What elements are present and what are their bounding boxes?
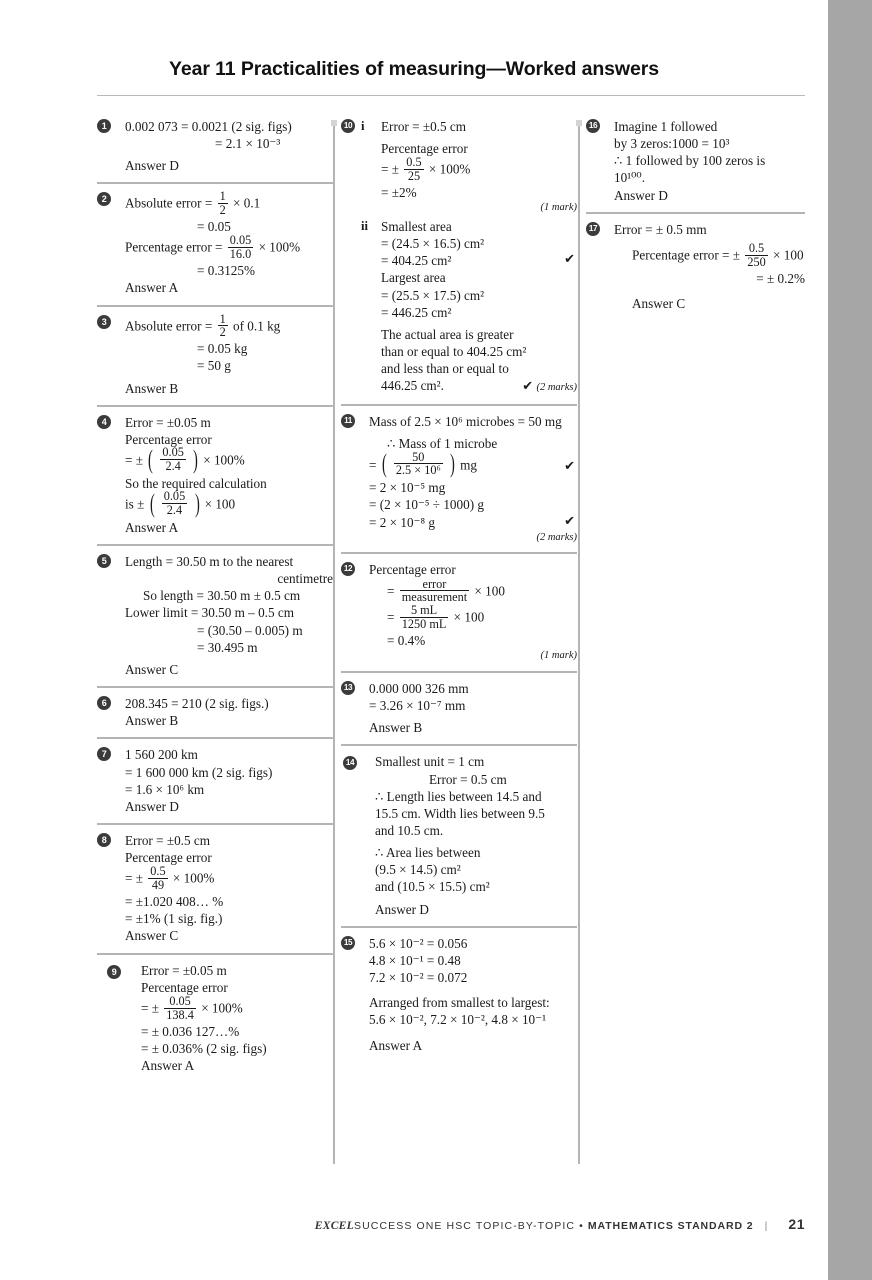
question-number-badge: 6 <box>97 696 111 710</box>
answer-line: = 30.495 m <box>197 639 258 655</box>
fraction <box>160 446 185 473</box>
numerator: 5 mL <box>410 603 438 618</box>
numerator: 0.05 <box>163 489 186 503</box>
answer-block <box>97 182 333 304</box>
question-number-badge: 13 <box>341 681 355 695</box>
final-answer: Answer B <box>125 380 179 396</box>
answer-block <box>341 744 577 925</box>
answer-line: = ±1.020 408… % <box>125 894 224 910</box>
denominator: 16.0 <box>229 247 252 262</box>
answer-line: Smallest area <box>381 218 452 234</box>
answer-line: (9.5 × 14.5) cm² <box>375 862 461 878</box>
marks-label: (2 marks) <box>536 531 577 543</box>
text: = 404.25 cm² <box>381 253 452 269</box>
answer-block <box>341 404 577 552</box>
answer-line: = 0.4% <box>387 633 426 649</box>
denominator: 25 <box>404 169 423 183</box>
final-answer: Answer C <box>125 928 179 944</box>
answer-line <box>125 487 333 519</box>
answer-line <box>381 252 577 269</box>
tick-icon: ✔ <box>522 379 534 395</box>
footer-bullet: • <box>579 1220 584 1232</box>
answer-block <box>341 926 577 1062</box>
answer-line: = (2 × 10⁻⁵ ÷ 1000) g <box>369 497 484 513</box>
marks-label: (1 mark) <box>540 202 577 214</box>
numerator: 0.5 <box>150 864 166 879</box>
text: mg <box>460 456 478 472</box>
final-answer: Answer D <box>375 901 429 917</box>
answer-line: = (24.5 × 16.5) cm² <box>381 236 485 252</box>
numerator: error <box>422 576 447 591</box>
answer-block <box>97 305 333 405</box>
final-answer: Answer A <box>125 519 179 535</box>
text: = <box>387 582 395 598</box>
question-number-badge: 4 <box>97 415 111 429</box>
final-answer: Answer B <box>369 720 423 736</box>
denominator: 1250 mL <box>401 617 447 632</box>
answer-line: Percentage error <box>381 141 468 157</box>
text: of 0.1 kg <box>233 317 281 333</box>
answer-line <box>125 235 333 262</box>
parenthesised-fraction <box>380 448 457 479</box>
roman-numeral: i <box>361 119 365 133</box>
answer-line: So length = 30.50 m ± 0.5 cm <box>143 588 301 604</box>
answer-line: centimetre <box>277 571 333 587</box>
numerator: 0.05 <box>169 993 191 1008</box>
footer-series: SUCCESS ONE HSC TOPIC-BY-TOPIC <box>353 1220 576 1232</box>
answers-column-3 <box>586 118 805 320</box>
answer-line: ∴ Mass of 1 microbe <box>387 436 498 452</box>
header-divider <box>97 95 805 96</box>
question-number-badge: 7 <box>97 747 111 761</box>
text: × 100 <box>204 496 236 512</box>
answer-line: and less than or equal to <box>381 361 509 377</box>
fraction <box>404 156 423 183</box>
text: × 100% <box>203 452 245 468</box>
answer-line: = 0.3125% <box>197 263 255 279</box>
answer-line: = 1.6 × 10⁶ km <box>125 781 205 797</box>
page-title: Year 11 Practicalities of measuring—Worked answers <box>169 58 659 80</box>
answer-line: Percentage error <box>125 850 212 866</box>
answer-line: and 10.5 cm. <box>375 823 444 838</box>
answer-line: Error = ± 0.5 mm <box>614 221 707 237</box>
text: is ± <box>125 496 145 512</box>
answer-line: ∴ Area lies between <box>375 845 481 861</box>
answer-line: Percentage error <box>141 979 228 995</box>
marks-label: (2 marks) <box>536 382 577 394</box>
answer-line <box>125 191 333 218</box>
text: = 2 × 10⁻⁸ g <box>369 514 435 530</box>
text: Percentage error = <box>125 239 223 255</box>
answer-line: than or equal to 404.25 cm² <box>381 343 527 359</box>
answer-line: and (10.5 × 15.5) cm² <box>375 879 490 895</box>
answer-line: by 3 zeros:1000 = 10³ <box>614 136 730 152</box>
answer-line: = ±1% (1 sig. fig.) <box>125 911 223 927</box>
answer-line: 0.002 073 = 0.0021 (2 sig. figs) <box>125 119 292 134</box>
answer-line <box>381 157 577 184</box>
parenthesised-fraction <box>148 487 202 518</box>
answer-line: 10¹⁰⁰. <box>614 170 646 186</box>
numerator: 0.5 <box>748 240 765 255</box>
answer-line: = ± 0.2% <box>756 270 805 286</box>
answer-line: = (25.5 × 17.5) cm² <box>381 287 485 303</box>
fraction <box>218 313 228 340</box>
answer-line: 5.6 × 10⁻², 7.2 × 10⁻², 4.8 × 10⁻¹ <box>369 1012 547 1028</box>
answer-line: Lower limit = 30.50 m – 0.5 cm <box>125 605 294 621</box>
sub-part-i <box>341 118 577 215</box>
text: = <box>387 609 395 625</box>
denominator: 2.5 × 10⁶ <box>395 463 441 478</box>
tick-icon: ✔ <box>564 513 575 529</box>
final-answer: Answer C <box>125 661 179 677</box>
text: = ± <box>125 870 143 886</box>
column-divider-2 <box>578 124 580 1164</box>
answer-line: = ±2% <box>381 185 417 201</box>
answer-line: 0.000 000 326 mm <box>369 680 469 696</box>
text: Percentage error = ± <box>632 247 741 263</box>
answer-block <box>97 405 333 544</box>
tick-icon: ✔ <box>564 458 575 474</box>
final-answer: Answer D <box>614 187 668 203</box>
numerator: 1 <box>219 311 226 326</box>
answer-block <box>341 552 577 671</box>
answer-line: Mass of 2.5 × 10⁶ microbes = 50 mg <box>369 414 562 430</box>
denominator: 49 <box>148 878 167 892</box>
question-number-badge: 9 <box>107 965 121 979</box>
answer-line <box>369 514 577 531</box>
footer-brand: EXCEL <box>314 1220 354 1232</box>
answer-line: = 50 g <box>197 358 231 374</box>
answer-line <box>125 311 333 341</box>
answer-line <box>141 993 333 1023</box>
text: = ± <box>141 1000 159 1016</box>
answer-line: Smallest unit = 1 cm <box>375 754 485 770</box>
left-paren: ( <box>149 487 155 518</box>
denominator: 2 <box>219 203 226 218</box>
fraction <box>400 604 449 631</box>
answer-line: Arranged from smallest to largest: <box>369 995 550 1011</box>
answer-line: The actual area is greater <box>381 326 514 342</box>
answer-line: Error = ±0.05 m <box>125 414 211 430</box>
question-number-badge: 12 <box>341 562 355 576</box>
answer-block <box>97 118 333 182</box>
final-answer: Answer A <box>141 1057 195 1073</box>
fraction <box>228 234 253 261</box>
answer-line <box>125 443 333 475</box>
fraction <box>162 490 187 517</box>
fraction <box>394 451 443 478</box>
answer-line: = ± 0.036% (2 sig. figs) <box>141 1040 267 1056</box>
page-footer <box>0 1216 805 1232</box>
page-edge-bar <box>828 0 872 1280</box>
answer-line: Error = ±0.05 m <box>141 962 227 978</box>
answer-block <box>586 212 805 320</box>
answer-line: Error = 0.5 cm <box>429 771 507 787</box>
answer-line: 15.5 cm. Width lies between 9.5 <box>375 805 545 821</box>
question-number-badge: 1 <box>97 119 111 133</box>
roman-numeral: ii <box>361 218 368 233</box>
answers-column-2 <box>341 118 577 1062</box>
question-number-badge: 17 <box>586 222 600 236</box>
left-paren: ( <box>148 443 154 474</box>
answer-line: 1 560 200 km <box>125 747 198 763</box>
text: Absolute error = <box>125 317 213 333</box>
text: = ± <box>125 452 143 468</box>
answer-line <box>369 448 577 480</box>
footer-divider: | <box>764 1220 769 1232</box>
answer-line: = (30.50 – 0.005) m <box>197 622 303 638</box>
question-number-badge: 5 <box>97 554 111 568</box>
answer-line: ∴ 1 followed by 100 zeros is <box>614 153 766 169</box>
answer-line: 7.2 × 10⁻² = 0.072 <box>369 970 468 986</box>
text: × 100% <box>201 1000 243 1016</box>
denominator: 250 <box>747 254 766 269</box>
final-answer: Answer A <box>125 280 179 296</box>
text: × 100% <box>428 161 471 177</box>
numerator: 1 <box>219 189 226 204</box>
numerator: 50 <box>412 449 425 464</box>
text: Absolute error = <box>125 195 213 211</box>
answers-column-1 <box>97 118 333 1082</box>
answer-line: Percentage error <box>125 431 212 447</box>
final-answer: Answer C <box>632 295 686 311</box>
final-answer: Answer B <box>125 713 179 729</box>
answer-line: Error = ±0.5 cm <box>125 832 210 848</box>
sub-part-ii <box>341 218 577 396</box>
question-number-badge: 3 <box>97 315 111 329</box>
question-number-badge: 16 <box>586 119 600 133</box>
parenthesised-fraction <box>146 443 200 474</box>
text: × 0.1 <box>233 195 261 211</box>
question-number-badge: 8 <box>97 833 111 847</box>
answer-line: Length = 30.50 m to the nearest <box>125 553 294 569</box>
question-number-badge: 10 <box>341 119 355 133</box>
answer-line: Percentage error <box>369 562 456 578</box>
answer-line: = 0.05 <box>197 219 231 235</box>
tick-and-marks <box>522 377 577 396</box>
left-paren: ( <box>381 448 387 479</box>
numerator: 0.5 <box>406 155 422 170</box>
text: = <box>369 456 377 472</box>
footer-page-number: 21 <box>788 1216 805 1232</box>
question-number-badge: 2 <box>97 192 111 206</box>
answer-block <box>97 544 333 686</box>
fraction <box>164 995 196 1022</box>
answer-line: So the required calculation <box>125 475 267 491</box>
text: × 100 <box>474 582 505 598</box>
right-paren: ) <box>193 443 198 474</box>
answer-block <box>97 737 333 823</box>
answer-block <box>341 671 577 744</box>
denominator: 2.4 <box>162 503 187 517</box>
answer-line: Largest area <box>381 270 446 286</box>
answer-line: 4.8 × 10⁻¹ = 0.48 <box>369 952 461 968</box>
final-answer: Answer D <box>125 158 179 174</box>
answer-line: = 2 × 10⁻⁵ mg <box>369 480 446 496</box>
answer-line <box>614 240 805 270</box>
answer-line: = 2.1 × 10⁻³ <box>215 136 281 152</box>
text: × 100 <box>453 609 485 625</box>
answer-line <box>369 605 577 632</box>
answer-line: Error = ±0.5 cm <box>381 119 466 134</box>
denominator: 138.4 <box>166 1007 194 1022</box>
answer-line-with-marks <box>381 377 577 396</box>
answer-line: 5.6 × 10⁻² = 0.056 <box>369 935 468 951</box>
question-number-badge: 15 <box>341 936 355 950</box>
answer-block <box>97 823 333 953</box>
denominator: 2.4 <box>160 459 185 473</box>
answer-line: Imagine 1 followed <box>614 119 718 134</box>
denominator: measurement <box>401 590 468 605</box>
final-answer: Answer A <box>369 1037 423 1053</box>
answer-line: = 446.25 cm² <box>381 304 452 320</box>
text: × 100% <box>258 239 301 255</box>
answer-line: = 0.05 kg <box>197 341 248 357</box>
fraction <box>148 865 167 892</box>
fraction <box>745 242 767 269</box>
right-paren: ) <box>450 448 455 479</box>
answer-block <box>586 118 805 212</box>
answer-block <box>97 686 333 737</box>
fraction <box>400 578 469 605</box>
text: 446.25 cm². <box>381 378 444 394</box>
numerator: 0.05 <box>162 445 184 460</box>
answer-line: = 3.26 × 10⁻⁷ mm <box>369 698 466 714</box>
question-number-badge: 14 <box>343 756 357 770</box>
numerator: 0.05 <box>229 233 252 248</box>
footer-book-title: MATHEMATICS STANDARD 2 <box>587 1220 754 1232</box>
question-number-badge: 11 <box>341 414 355 428</box>
tick-icon: ✔ <box>564 252 575 268</box>
answer-line <box>125 866 333 893</box>
answer-block <box>341 118 577 404</box>
answer-block <box>97 953 333 1083</box>
right-paren: ) <box>194 487 200 518</box>
marks-label: (1 mark) <box>540 650 577 662</box>
answer-line: = 1 600 000 km (2 sig. figs) <box>125 764 273 780</box>
column-divider-1 <box>333 124 335 1164</box>
text: × 100% <box>172 870 215 886</box>
answer-line <box>369 576 577 606</box>
answer-line: = ± 0.036 127…% <box>141 1023 240 1039</box>
answer-line: ∴ Length lies between 14.5 and <box>375 788 542 804</box>
fraction <box>218 190 228 217</box>
final-answer: Answer D <box>125 798 179 814</box>
answer-line: 208.345 = 210 (2 sig. figs.) <box>125 696 269 712</box>
text: = ± <box>381 161 399 177</box>
denominator: 2 <box>219 325 226 340</box>
text: × 100 <box>773 247 804 263</box>
